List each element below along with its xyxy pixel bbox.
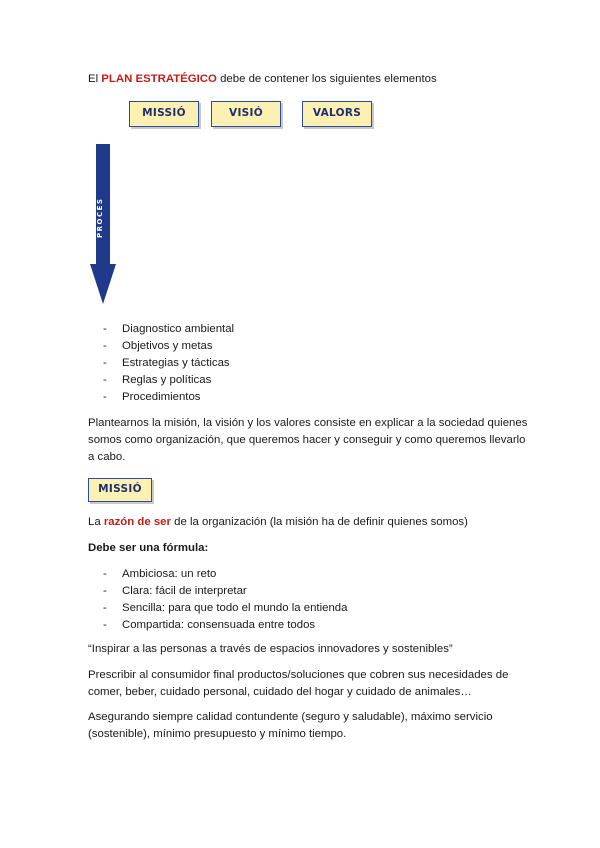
list-item: - Ambiciosa: un reto bbox=[103, 566, 347, 583]
intro-suffix: debe de contener los siguientes elementos bbox=[216, 73, 437, 85]
process-label: PROCÉS bbox=[96, 197, 104, 239]
formula-list bbox=[103, 566, 347, 634]
list-item: - Procedimientos bbox=[103, 389, 234, 406]
reason-prefix: La bbox=[88, 516, 104, 528]
reason-suffix: de la organización (la misión ha de definir quienes somos) bbox=[170, 516, 468, 528]
intro-prefix: El bbox=[88, 73, 102, 85]
mission-quote: “Inspirar a las personas a través de espacios innovadores y sostenibles” bbox=[88, 643, 453, 655]
paragraph-mission-vision: Plantearnos la misión, la visión y los valores consiste en explicar a la sociedad quienes somos como organización, que queremos hacer y conseguir y como queremos llevarlo a cabo. bbox=[88, 417, 528, 463]
valors-box: VALORS bbox=[302, 101, 372, 127]
list-item: - Clara: fácil de interpretar bbox=[103, 583, 347, 600]
formula-heading: Debe ser una fórmula: bbox=[88, 542, 209, 554]
list-item: - Sencilla: para que todo el mundo la entienda bbox=[103, 600, 347, 617]
list-item: - Estrategias y tácticas bbox=[103, 355, 234, 372]
list-item: - Objetivos y metas bbox=[103, 338, 234, 355]
missio-box: MISSIÓ bbox=[129, 101, 199, 127]
missio-box-secondary: MISSIÓ bbox=[88, 478, 152, 502]
list-item: - Diagnostico ambiental bbox=[103, 321, 234, 338]
list-item: - Reglas y políticas bbox=[103, 372, 234, 389]
reason-line bbox=[88, 516, 468, 528]
list-item: - Compartida: consensuada entre todos bbox=[103, 617, 347, 634]
paragraph-prescribir: Prescribir al consumidor final productos/soluciones que cobren sus necesidades de comer, beber, cuidado personal, cuidado del hogar y cuidado de animales… bbox=[88, 669, 509, 698]
elements-list bbox=[103, 321, 234, 406]
plan-estrategico-highlight: PLAN ESTRATÉGICO bbox=[101, 73, 217, 85]
paragraph-asegurando: Asegurando siempre calidad contundente (seguro y saludable), máximo servicio (sostenible), mínimo presupuesto y mínimo tiempo. bbox=[88, 711, 493, 740]
intro-line bbox=[88, 73, 437, 85]
visio-box: VISIÓ bbox=[211, 101, 281, 127]
razon-de-ser-highlight: razón de ser bbox=[103, 516, 171, 528]
